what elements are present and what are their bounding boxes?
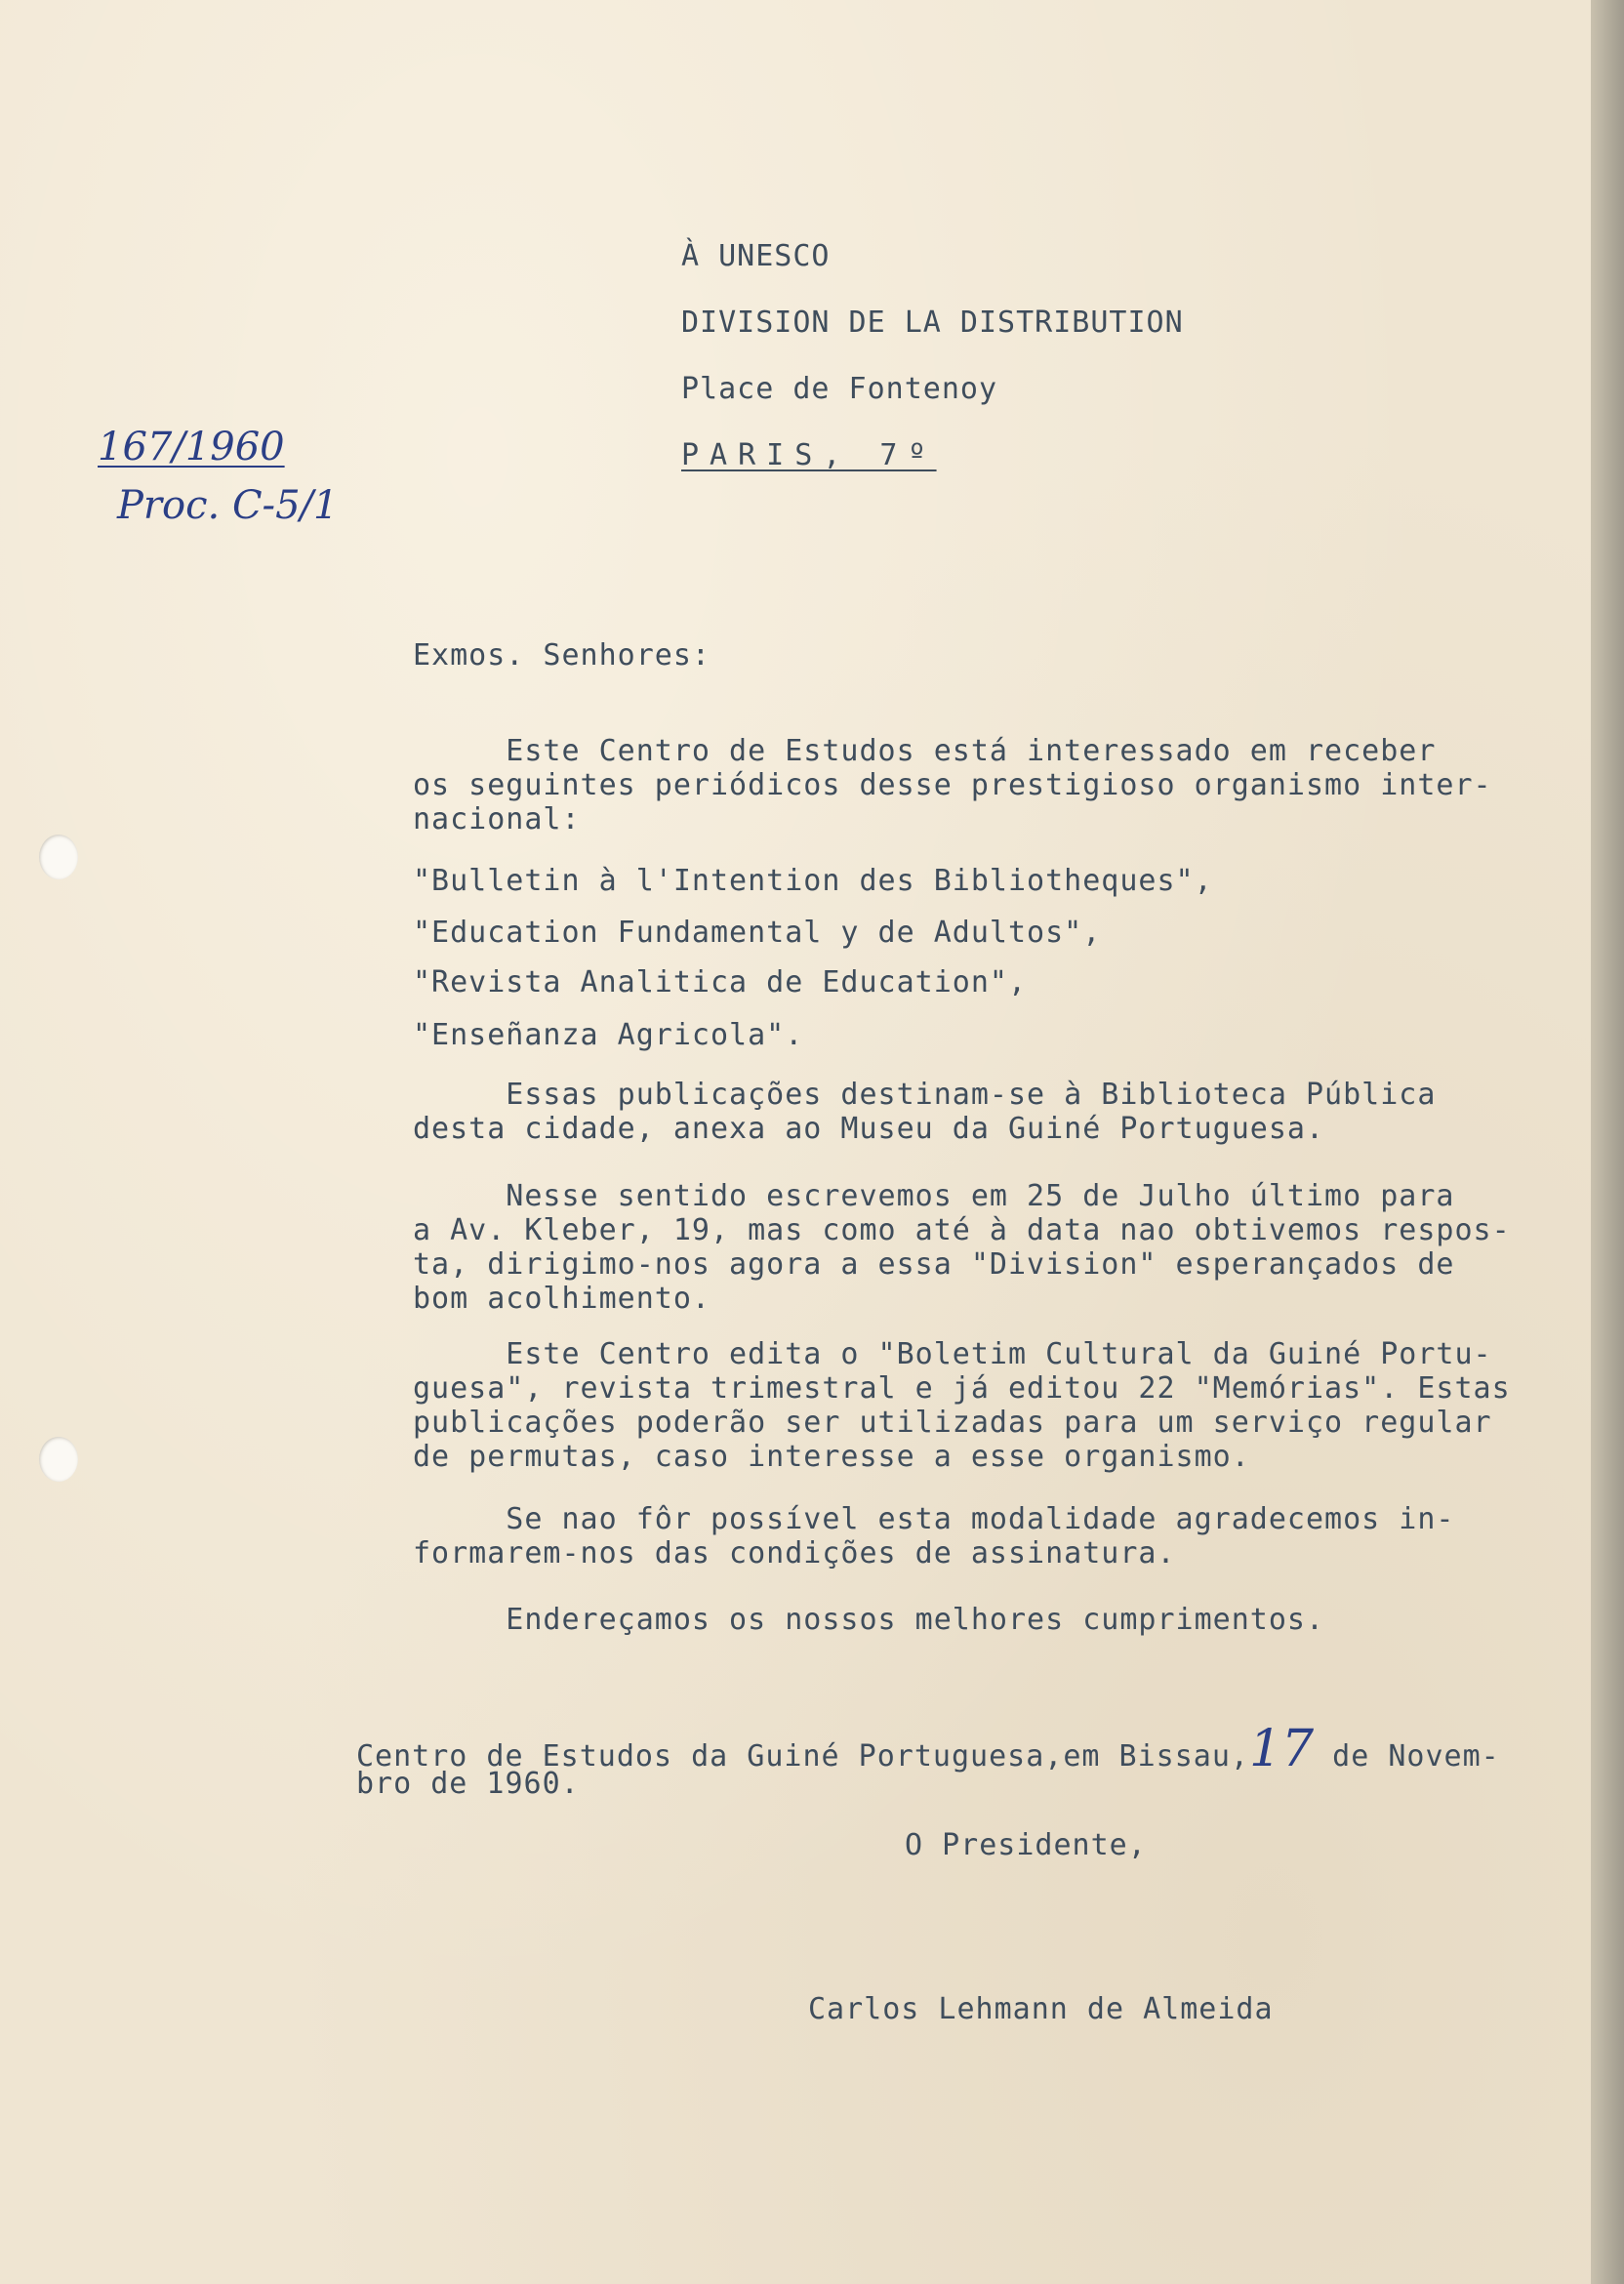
handwritten-process-code: Proc. C-5/1 [117,483,339,528]
para4-line-2: guesa", revista trimestral e já editou 22 "Memórias". Estas [413,1371,1511,1406]
para4-line-4: de permutas, caso interesse a esse organismo. [413,1440,1250,1474]
periodical-4: "Enseñanza Agricola". [413,1018,804,1052]
signature-title: O Presidente, [905,1828,1147,1862]
para5-line-2: formarem-nos das condições de assinatura. [413,1536,1176,1570]
para4-line-1: Este Centro edita o "Boletim Cultural da Guiné Portu- [413,1337,1492,1371]
recipient-city: PARIS, 7º [681,438,937,472]
month-text-start: de Novem- [1314,1739,1500,1774]
periodical-3: "Revista Analitica de Education", [413,965,1028,999]
para3-line-4: bom acolhimento. [413,1282,710,1316]
intro-line-1: Este Centro de Estudos está interessado em receber [413,734,1437,768]
para5-line-1: Se nao fôr possível esta modalidade agradecemos in- [413,1502,1455,1536]
intro-line-3: nacional: [413,802,581,836]
place-date-line-2: bro de 1960. [356,1767,580,1801]
recipient-line-1: À UNESCO [681,239,831,273]
handwritten-day: 17 [1248,1720,1315,1778]
para2-line-1: Essas publicações destinam-se à Biblioteca Pública [413,1078,1437,1112]
punch-hole-top [39,835,78,879]
para3-line-1: Nesse sentido escrevemos em 25 de Julho último para [413,1179,1455,1213]
handwritten-reference-number: 167/1960 [98,425,285,469]
signatory-name: Carlos Lehmann de Almeida [808,1992,1274,2026]
para2-line-2: desta cidade, anexa ao Museu da Guiné Portuguesa. [413,1112,1325,1146]
para4-line-3: publicações poderão ser utilizadas para um serviço regular [413,1406,1492,1440]
recipient-line-2: DIVISION DE LA DISTRIBUTION [681,306,1184,340]
intro-line-2: os seguintes periódicos desse prestigioso organismo inter- [413,768,1492,802]
closing-line: Endereçamos os nossos melhores cumprimentos. [413,1603,1325,1637]
para3-line-3: ta, dirigimo-nos agora a essa "Division" esperançados de [413,1247,1455,1282]
salutation: Exmos. Senhores: [413,638,710,673]
periodical-1: "Bulletin à l'Intention des Bibliotheques", [413,864,1213,898]
place-text: Centro de Estudos da Guiné Portuguesa,em Bissau, [356,1739,1249,1774]
punch-hole-bottom [39,1437,78,1482]
periodical-2: "Education Fundamental y de Adultos", [413,916,1102,950]
page-edge [1591,0,1624,2284]
para3-line-2: a Av. Kleber, 19, mas como até à data nao obtivemos respos- [413,1213,1511,1247]
recipient-line-3: Place de Fontenoy [681,372,998,406]
